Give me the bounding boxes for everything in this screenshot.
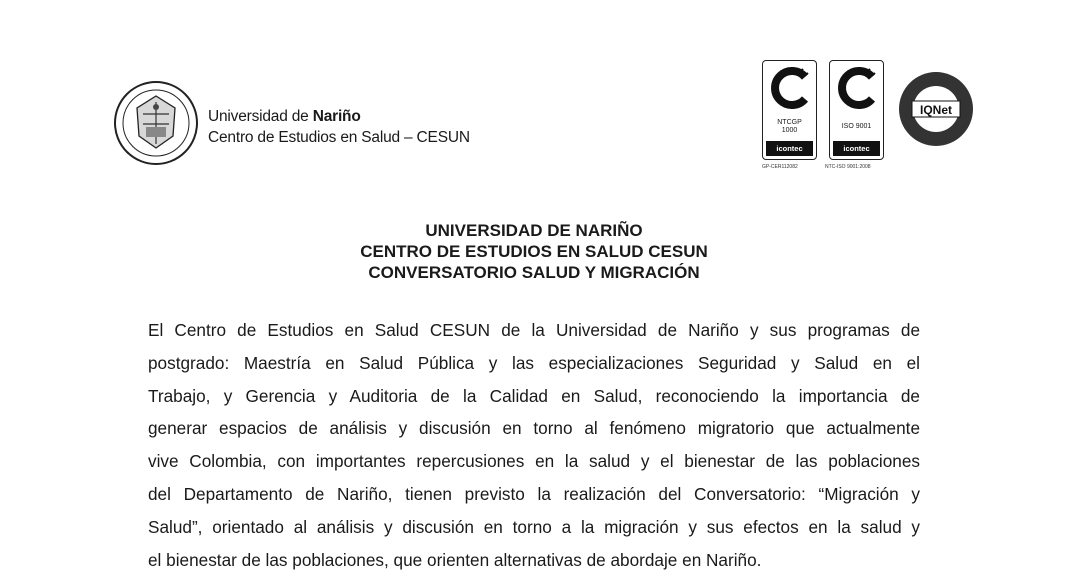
paragraph-line: Trabajo, y Gerencia y Auditoria de la Calidad en Salud, reconociendo la importancia de	[148, 385, 920, 406]
body-paragraph	[148, 314, 920, 576]
university-name: Nariño	[312, 108, 361, 125]
cert-label-line1: NTCGP	[777, 119, 802, 126]
cert-code: NTC-ISO 9001:2008	[825, 164, 871, 170]
cert-label: ISO 9001	[841, 123, 872, 130]
university-name-line	[208, 106, 470, 127]
paragraph-line: del Departamento de Nariño, tienen previsto la realización del Conversatorio: “Migración y	[148, 483, 920, 504]
icontec-brand-bar: icontec	[833, 141, 880, 156]
university-prefix: Universidad de	[208, 108, 309, 125]
paragraph-line: vive Colombia, con importantes repercusiones en la salud y el bienestar de las poblaciones	[148, 451, 920, 472]
university-seal-logo	[113, 80, 199, 166]
certification-badge-ntcgp	[762, 60, 817, 160]
icontec-brand-bar: icontec	[766, 141, 813, 156]
paragraph-line: Salud”, orientado al análisis y discusión en torno a la migración y sus efectos en la salud y	[148, 516, 920, 537]
document-titles	[0, 220, 1068, 283]
iqnet-certified-logo	[897, 70, 975, 148]
title-line-3: CONVERSATORIO SALUD Y MIGRACIÓN	[368, 263, 700, 282]
certification-badge-iso9001	[829, 60, 884, 160]
icontec-c-logo-icon	[769, 67, 811, 109]
title-line-2: CENTRO DE ESTUDIOS EN SALUD CESUN	[360, 242, 708, 261]
center-name: Centro de Estudios en Salud – CESUN	[208, 129, 470, 146]
paragraph-line: postgrado: Maestría en Salud Pública y las especializaciones Seguridad y Salud en el	[148, 352, 920, 373]
university-header	[208, 106, 470, 148]
title-line-1: UNIVERSIDAD DE NARIÑO	[425, 221, 643, 240]
iqnet-label: IQNet	[919, 103, 953, 117]
cert-label-line2: 1000	[781, 127, 798, 134]
paragraph-line: El Centro de Estudios en Salud CESUN de la Universidad de Nariño y sus programas de	[148, 320, 920, 340]
paragraph-line: el bienestar de las poblaciones, que orienten alternativas de abordaje en Nariño.	[148, 549, 762, 570]
cert-label	[763, 119, 816, 135]
cert-code: GP-CER112082	[762, 164, 798, 170]
paragraph-line: generar espacios de análisis y discusión en torno al fenómeno migratorio que actualmente	[148, 418, 920, 439]
icontec-c-logo-icon	[836, 67, 878, 109]
